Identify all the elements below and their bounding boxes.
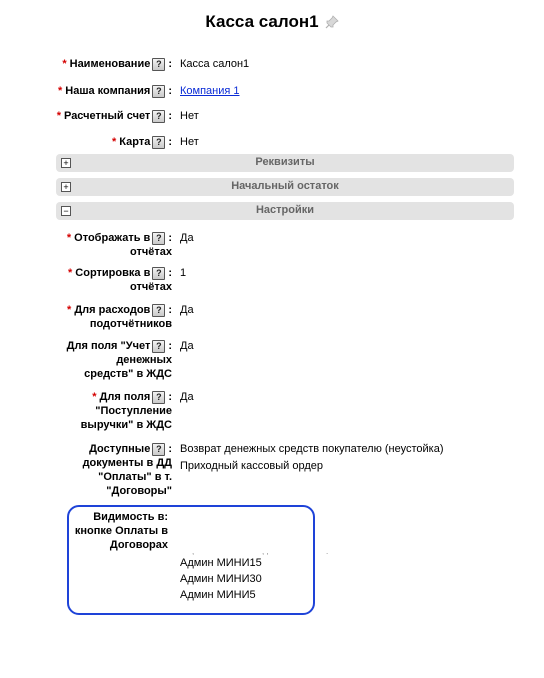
- field-show-in-reports-label: * Отображать в ? : отчётах: [66, 232, 172, 258]
- required-mark: *: [66, 232, 72, 244]
- required-mark: *: [92, 391, 97, 403]
- field-available-docs-value: [180, 442, 444, 473]
- field-company-value: [180, 84, 240, 98]
- help-icon[interactable]: ?: [152, 340, 165, 353]
- required-mark: *: [68, 267, 73, 279]
- field-revenue-receipt-value: Да: [180, 391, 194, 403]
- list-item: Админ МИНИ15: [180, 557, 262, 569]
- field-available-docs-label: Доступные ? : документы в ДД "Оплаты" в т. "Договоры": [82, 443, 172, 497]
- page-title-text: Касса салон1: [205, 12, 319, 31]
- field-account-value: Нет: [180, 110, 199, 122]
- section-title: Реквизиты: [255, 156, 315, 168]
- field-for-expenses-label: * Для расходов ? : подотчётников: [67, 304, 172, 330]
- expand-icon[interactable]: +: [61, 158, 71, 168]
- field-for-expenses-value: Да: [180, 304, 194, 316]
- list-item: Админ МИНИ5: [180, 589, 256, 601]
- scroll-mark: , ,: [262, 547, 269, 556]
- section-requisites[interactable]: [56, 154, 514, 172]
- list-item: Возврат денежных средств покупателю (неустойка): [180, 443, 444, 455]
- section-title: Настройки: [255, 204, 315, 216]
- scroll-mark: ,: [192, 547, 195, 556]
- company-link[interactable]: Компания 1: [180, 85, 240, 97]
- expand-icon[interactable]: +: [61, 182, 71, 192]
- field-cash-accounting-label: Для поля "Учет ? : денежных средств" в ЖДС: [66, 340, 172, 380]
- required-mark: *: [57, 85, 63, 97]
- field-card-value: Нет: [180, 136, 199, 148]
- required-mark: *: [67, 304, 72, 316]
- help-icon[interactable]: ?: [152, 443, 165, 456]
- help-icon[interactable]: ?: [152, 304, 165, 317]
- field-cash-accounting-value: Да: [180, 340, 194, 352]
- field-name-label: * Наименование ? :: [62, 58, 172, 70]
- section-settings[interactable]: [56, 202, 514, 220]
- field-company-label: * Наша компания ? :: [57, 85, 172, 97]
- help-icon[interactable]: ?: [152, 267, 165, 280]
- required-mark: *: [62, 58, 67, 70]
- help-icon[interactable]: ?: [152, 232, 165, 245]
- help-icon[interactable]: ?: [152, 110, 165, 123]
- field-show-in-reports-value: Да: [180, 232, 194, 244]
- section-initial-balance[interactable]: [56, 178, 514, 196]
- field-name-value: Касса салон1: [180, 58, 250, 70]
- field-sort-value: 1: [180, 267, 187, 279]
- help-icon[interactable]: ?: [152, 85, 165, 98]
- field-visibility-label: Видимость в: кнопке Оплаты в Договорах: [74, 511, 168, 551]
- pin-icon[interactable]: [325, 15, 339, 29]
- help-icon[interactable]: ?: [152, 391, 165, 404]
- field-revenue-receipt-label: * Для поля ? : "Поступление выручки" в ЖДС: [80, 391, 172, 431]
- help-icon[interactable]: ?: [152, 58, 165, 71]
- field-visibility-value: [180, 555, 262, 603]
- scroll-mark: .: [326, 547, 329, 556]
- field-sort-label: * Сортировка в ? : отчётах: [68, 267, 172, 293]
- collapse-icon[interactable]: −: [61, 206, 71, 216]
- list-item: Админ МИНИ30: [180, 573, 262, 585]
- required-mark: *: [112, 136, 117, 148]
- list-item: Приходный кассовый ордер: [180, 460, 324, 472]
- page-title: [0, 12, 544, 32]
- field-account-label: * Расчетный счет ? :: [56, 110, 172, 122]
- help-icon[interactable]: ?: [152, 136, 165, 149]
- section-title: Начальный остаток: [231, 180, 339, 192]
- field-card-label: * Карта ? :: [112, 136, 172, 148]
- required-mark: *: [56, 110, 61, 122]
